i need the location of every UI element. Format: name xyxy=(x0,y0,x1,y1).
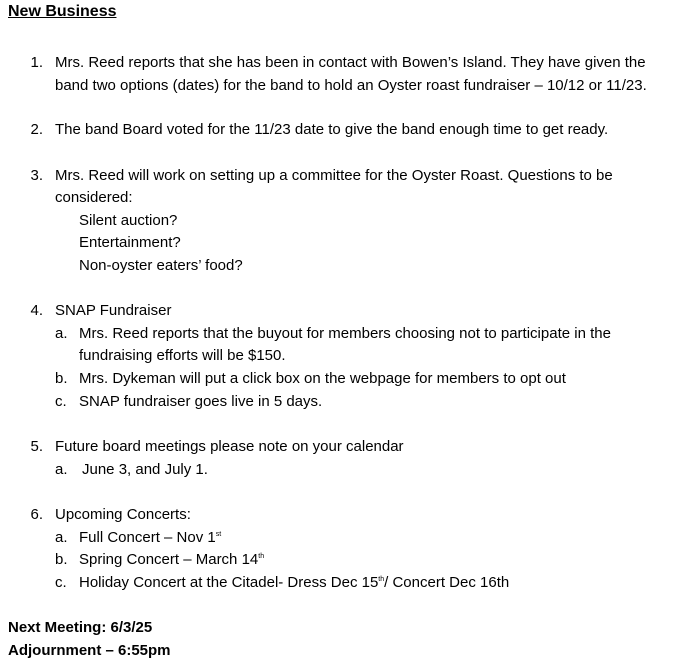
concert-text: / Concert Dec 16th xyxy=(384,574,510,591)
sub-item-text: June 3, and July 1. xyxy=(82,461,208,478)
sub-item-text: SNAP fundraiser goes live in 5 days. xyxy=(79,393,323,410)
sub-item-text xyxy=(79,551,264,569)
item-number: 1. xyxy=(30,54,43,71)
question-item: Entertainment? xyxy=(79,234,181,251)
question-item: Silent auction? xyxy=(79,212,178,229)
ordinal-suffix: st xyxy=(215,531,222,538)
item-text: band two options (dates) for the band to hold an Oyster roast fundraiser – 10/12 or 11/23. xyxy=(55,77,647,94)
next-meeting: Next Meeting: 6/3/25 xyxy=(8,619,153,636)
sub-item-text: fundraising efforts will be $150. xyxy=(79,347,286,364)
ordinal-suffix: th xyxy=(378,576,385,583)
concert-text: Full Concert – Nov 1 xyxy=(79,529,216,546)
item-text: Mrs. Reed reports that she has been in contact with Bowen’s Island. They have given the xyxy=(55,54,646,71)
question-item: Non-oyster eaters’ food? xyxy=(79,257,243,274)
sub-item-text: Mrs. Dykeman will put a click box on the webpage for members to opt out xyxy=(79,370,566,387)
sub-item-label: a. xyxy=(55,529,68,546)
item-title: Future board meetings please note on your calendar xyxy=(55,438,404,455)
item-text: Mrs. Reed will work on setting up a committee for the Oyster Roast. Questions to be xyxy=(55,167,613,184)
sub-item-label: b. xyxy=(55,551,68,568)
adjournment: Adjournment – 6:55pm xyxy=(8,642,171,659)
sub-item-label: b. xyxy=(55,370,68,387)
concert-text: Spring Concert – March 14 xyxy=(79,551,259,568)
item-number: 2. xyxy=(30,121,43,138)
item-number: 6. xyxy=(30,506,43,523)
item-text: considered: xyxy=(55,189,133,206)
sub-item-label: a. xyxy=(55,461,68,478)
item-title: SNAP Fundraiser xyxy=(55,302,172,319)
sub-item-text xyxy=(79,529,221,547)
sub-item-text: Mrs. Reed reports that the buyout for members choosing not to participate in the xyxy=(79,325,611,342)
item-text: The band Board voted for the 11/23 date to give the band enough time to get ready. xyxy=(55,121,609,138)
item-title: Upcoming Concerts: xyxy=(55,506,191,523)
ordinal-suffix: th xyxy=(258,553,265,560)
item-number: 5. xyxy=(30,438,43,455)
sub-item-label: c. xyxy=(55,393,67,410)
sub-item-label: c. xyxy=(55,574,67,591)
sub-item-label: a. xyxy=(55,325,68,342)
item-number: 4. xyxy=(30,302,43,319)
item-number: 3. xyxy=(30,167,43,184)
new-business-heading: New Business xyxy=(8,3,117,20)
concert-text: Holiday Concert at the Citadel- Dress Dec 15 xyxy=(79,574,379,591)
sub-item-text xyxy=(79,574,509,592)
